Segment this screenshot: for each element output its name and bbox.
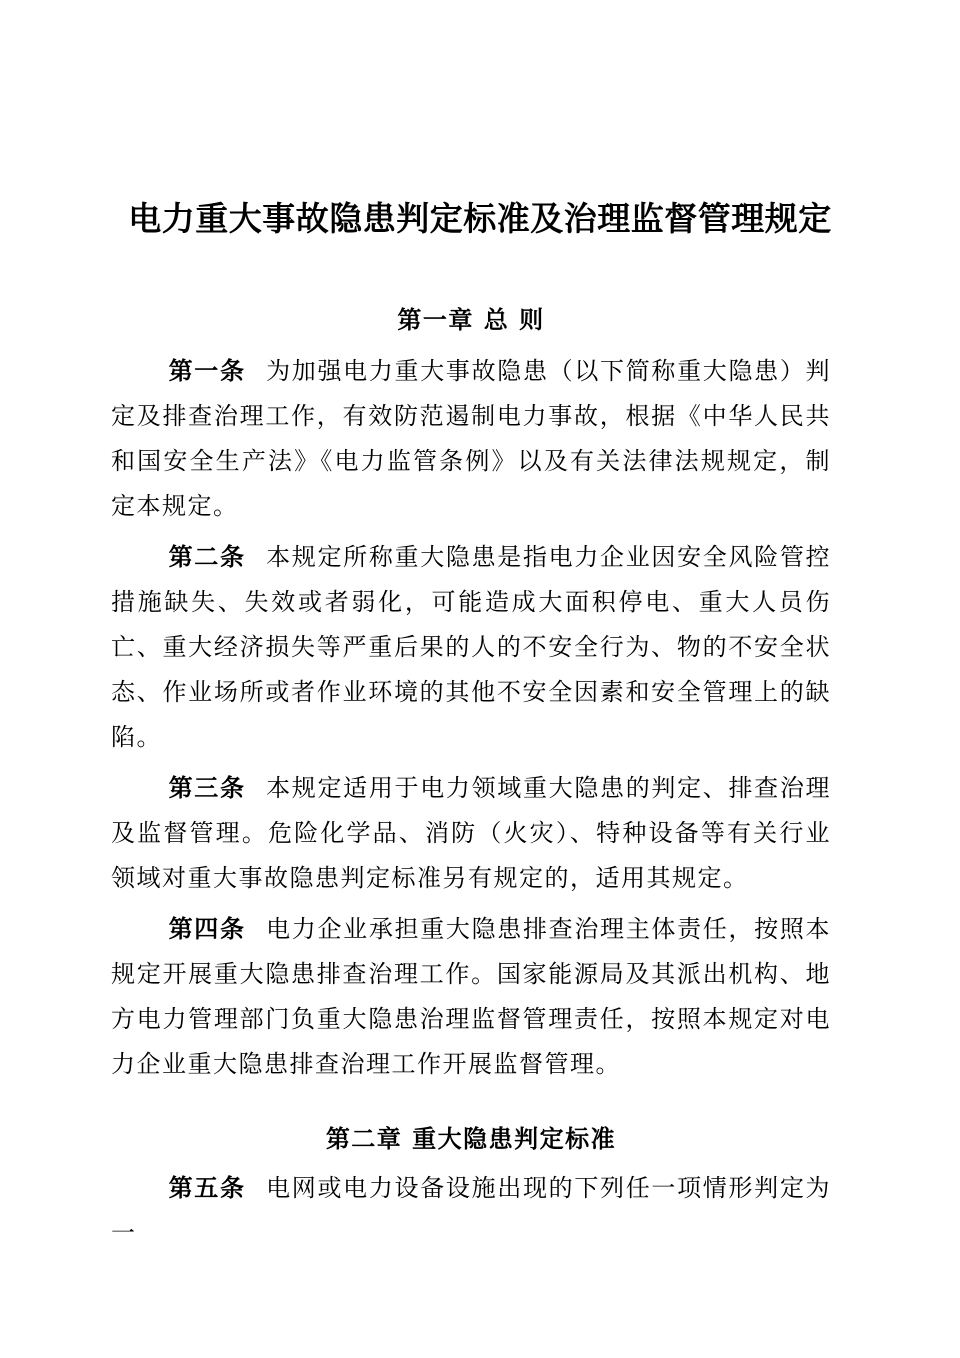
- article-2-label: 第二条: [168, 543, 246, 571]
- article-4-paragraph: [111, 907, 831, 1087]
- article-5-label: 第五条: [168, 1174, 246, 1202]
- document-body: [111, 304, 831, 1256]
- article-1-paragraph: [111, 349, 831, 529]
- article-1-label: 第一条: [168, 357, 246, 385]
- chapter-2-heading: 第二章 重大隐患判定标准: [325, 1125, 617, 1153]
- chapter-2-section: [111, 1123, 831, 1256]
- article-1-text: 为加强电力重大事故隐患（以下简称重大隐患）判定及排查治理工作，有效防范遏制电力事故，根据《中华人民共和国安全生产法》《电力监管条例》以及有关法律法规规定，制定本规定。: [111, 357, 832, 520]
- article-5-paragraph: [111, 1166, 831, 1256]
- chapter-1-section: [111, 304, 831, 1087]
- chapter-1-heading: 第一章 总 则: [397, 306, 545, 334]
- article-4-label: 第四条: [168, 915, 246, 943]
- article-5-text: 电网或电力设备设施出现的下列任一项情形判定为一: [111, 1174, 832, 1247]
- article-2-paragraph: [111, 535, 831, 760]
- article-3-label: 第三条: [168, 774, 246, 802]
- article-3-paragraph: [111, 766, 831, 901]
- document-title: 电力重大事故隐患判定标准及治理监督管理规定: [128, 199, 832, 238]
- article-3-text: 本规定适用于电力领域重大隐患的判定、排查治理及监督管理。危险化学品、消防（火灾）、特种设备等有关行业领域对重大事故隐患判定标准另有规定的，适用其规定。: [111, 774, 832, 892]
- article-4-text: 电力企业承担重大隐患排查治理主体责任，按照本规定开展重大隐患排查治理工作。国家能源局及其派出机构、地方电力管理部门负重大隐患治理监督管理责任，按照本规定对电力企业重大隐患排查治理工作开展监督管理。: [111, 915, 832, 1078]
- article-2-text: 本规定所称重大隐患是指电力企业因安全风险管控措施缺失、失效或者弱化，可能造成大面积停电、重大人员伤亡、重大经济损失等严重后果的人的不安全行为、物的不安全状态、作业场所或者作业环境的其他不安全因素和安全管理上的缺陷。: [111, 543, 832, 751]
